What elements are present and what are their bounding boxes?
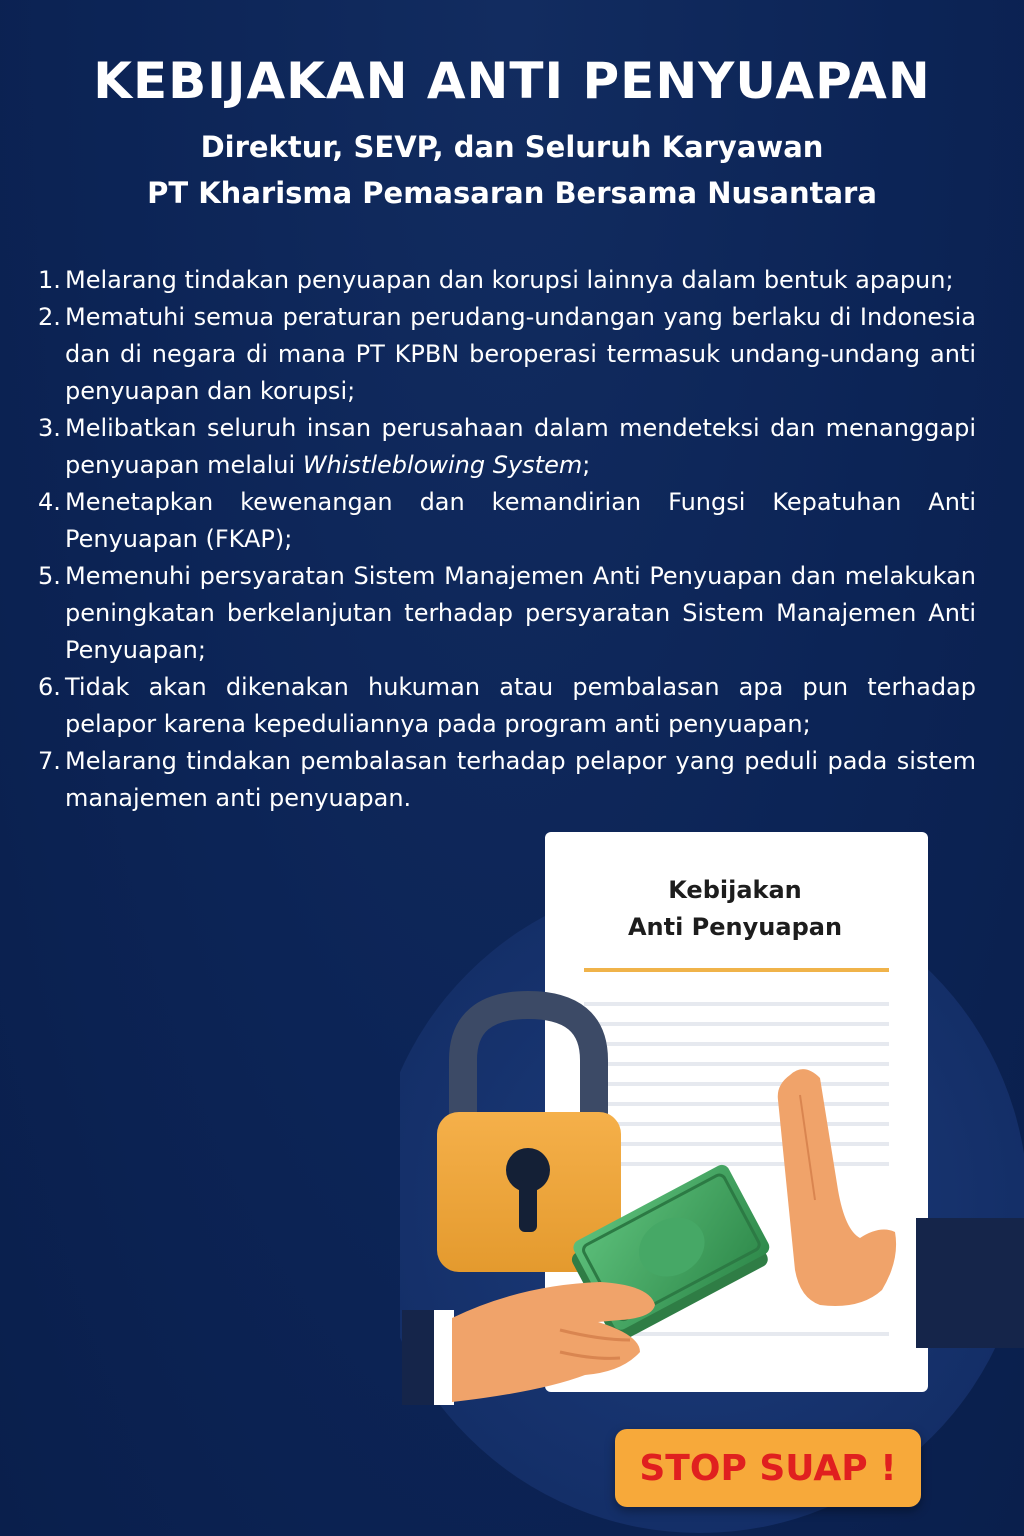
policy-item [38, 484, 976, 558]
policy-text: Melarang tindakan penyuapan dan korupsi lainnya dalam bentuk apapun; [65, 266, 954, 294]
policy-list [38, 262, 976, 817]
policy-text: Menetapkan kewenangan dan kemandirian Fungsi Kepatuhan Anti Penyuapan (FKAP); [65, 488, 976, 553]
policy-number: 7. [38, 747, 61, 775]
stop-suap-button[interactable]: STOP SUAP ! [615, 1429, 921, 1507]
page-title: KEBIJAKAN ANTI PENYUAPAN [93, 52, 931, 110]
policy-text: Mematuhi semua peraturan perudang-undangan yang berlaku di Indonesia dan di negara di mana PT KPBN beroperasi termasuk undang-undang anti penyuapan dan korupsi; [65, 303, 976, 405]
policy-number: 4. [38, 488, 61, 516]
subtitle-line-1: Direktur, SEVP, dan Seluruh Karyawan [200, 130, 824, 164]
document-title-line-1: Kebijakan [668, 876, 802, 904]
policy-item [38, 669, 976, 743]
policy-text-part: ; [582, 451, 591, 479]
policy-item [38, 299, 976, 410]
policy-text [65, 414, 976, 479]
policy-item [38, 410, 976, 484]
policy-number: 3. [38, 414, 61, 442]
whistleblowing-system-term: Whistleblowing System [302, 451, 583, 479]
policy-item [38, 262, 976, 299]
document-title-line-2: Anti Penyuapan [627, 913, 843, 941]
policy-number: 1. [38, 266, 61, 294]
policy-text: Tidak akan dikenakan hukuman atau pembalasan apa pun terhadap pelapor karena kepeduliannya pada program anti penyuapan; [65, 673, 976, 738]
policy-text-part: Melibatkan seluruh insan perusahaan dalam mendeteksi dan menanggapi penyuapan melalui [65, 414, 976, 479]
policy-number: 5. [38, 562, 61, 590]
policy-item [38, 743, 976, 817]
policy-text: Memenuhi persyaratan Sistem Manajemen Anti Penyuapan dan melakukan peningkatan berkelanjutan terhadap persyaratan Sistem Manajemen Anti Penyuapan; [65, 562, 976, 664]
subtitle-line-2: PT Kharisma Pemasaran Bersama Nusantara [147, 176, 877, 210]
policy-text: Melarang tindakan pembalasan terhadap pelapor yang peduli pada sistem manajemen anti penyuapan. [65, 747, 976, 812]
policy-number: 2. [38, 303, 61, 331]
document-title [545, 872, 925, 946]
policy-item [38, 558, 976, 669]
policy-number: 6. [38, 673, 61, 701]
